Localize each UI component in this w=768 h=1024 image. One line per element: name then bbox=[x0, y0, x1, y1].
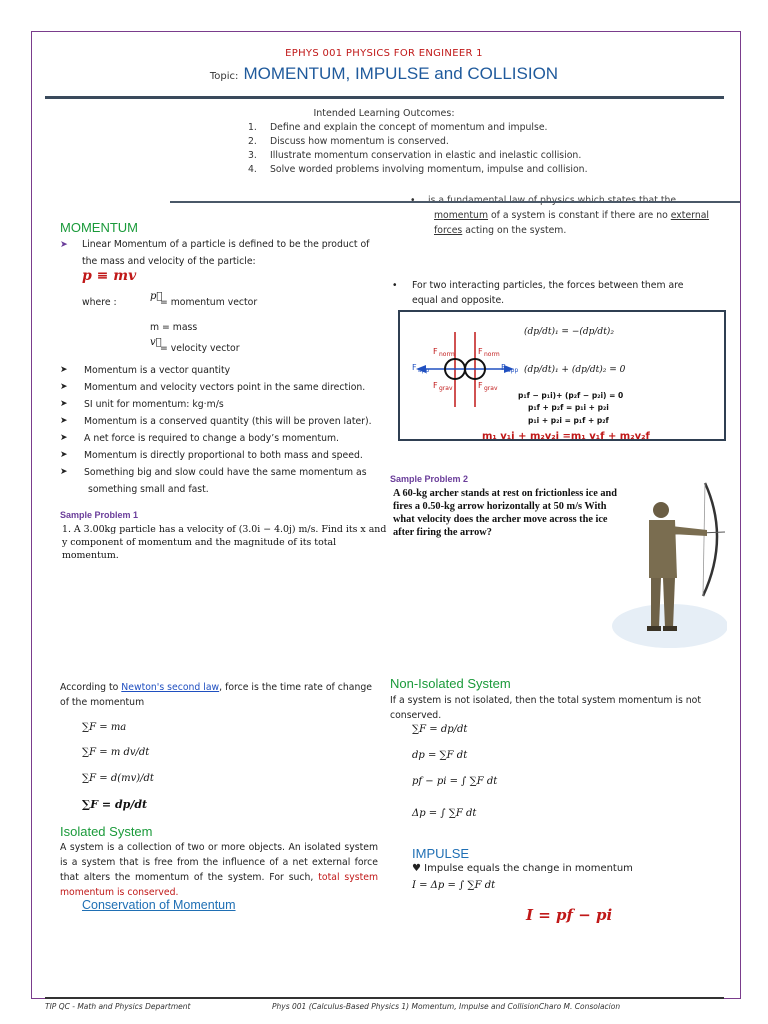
list-item: 2. Discuss how momentum is conserved. bbox=[248, 136, 449, 147]
newton-second-law-link[interactable]: Newton's second law bbox=[121, 682, 220, 693]
impulse-formula-1: I = Δp = ∫ ∑F dt bbox=[412, 880, 496, 891]
equation-1: (dp/dt)₁ = −(dp/dt)₂ bbox=[524, 327, 614, 337]
topic-label: Topic: bbox=[209, 71, 239, 82]
list-item: something small and fast. bbox=[88, 484, 209, 495]
newton-formula-2: ∑F = m dv/dt bbox=[82, 747, 150, 758]
non-isolated-formula-2: dp = ∑F dt bbox=[412, 750, 468, 761]
non-isolated-formula-4: Δp = ∫ ∑F dt bbox=[412, 808, 477, 819]
list-item: ➤ Momentum is directly proportional to both mass and speed. bbox=[60, 450, 363, 461]
list-item: ➤ Momentum and velocity vectors point in the same direction. bbox=[60, 382, 366, 393]
list-item: ➤ Momentum is a conserved quantity (this will be proven later). bbox=[60, 416, 372, 427]
list-item: 1. Define and explain the concept of momentum and impulse. bbox=[248, 122, 548, 133]
f-app-label-2: F bbox=[501, 363, 506, 372]
svg-text:grav: grav bbox=[484, 385, 498, 392]
momentum-bullets bbox=[60, 362, 380, 498]
svg-text:grav: grav bbox=[439, 385, 453, 392]
outcomes-title: Intended Learning Outcomes: bbox=[313, 108, 455, 119]
outcomes-list bbox=[248, 121, 668, 177]
f-grav-label-2: F bbox=[478, 381, 483, 390]
momentum-heading: MOMENTUM bbox=[60, 220, 138, 235]
where-label: where : bbox=[82, 297, 117, 308]
list-item: 4. Solve worded problems involving momentum, impulse and collision. bbox=[248, 164, 588, 175]
topic-title: MOMENTUM, IMPULSE and COLLISION bbox=[243, 64, 559, 83]
archer-illustration bbox=[605, 478, 727, 653]
non-isolated-heading: Non-Isolated System bbox=[390, 676, 511, 691]
momentum-definition: ➤ Linear Momentum of a particle is defined to be the product of the mass and velocity of the particle: bbox=[60, 239, 370, 267]
isolated-system-text: A system is a collection of two or more objects. An isolated system is a system that is free from the influence of a net external force that alters the momentum of the system. For such, total system momentum is conserved. bbox=[60, 842, 379, 898]
momentum-formula: p ≡ mv bbox=[82, 268, 137, 284]
impulse-text: ♥ Impulse equals the change in momentum bbox=[412, 863, 633, 874]
footer-divider bbox=[45, 997, 724, 999]
svg-text:app: app bbox=[507, 367, 519, 374]
course-title: EPHYS 001 PHYSICS FOR ENGINEER 1 bbox=[285, 48, 483, 59]
newton-text: According to Newton's second law, force is the time rate of change of the momentum bbox=[60, 682, 372, 708]
sample-problem-1-title: Sample Problem 1 bbox=[60, 510, 139, 520]
newton-formula-3: ∑F = d(mv)/dt bbox=[82, 773, 154, 784]
f-grav-label-1: F bbox=[433, 381, 438, 390]
p-vector-symbol: p⃗ bbox=[150, 291, 163, 302]
f-norm-label-1: F bbox=[433, 347, 438, 356]
equation-6: m₁ v₁i + m₂v₂i =m₁ v₁f + m₂v₂f bbox=[482, 431, 650, 439]
v-description: = velocity vector bbox=[160, 343, 240, 354]
equation-4: p₁f + p₂f = p₁i + p₂i bbox=[528, 403, 609, 412]
newton-formula-1: ∑F = ma bbox=[82, 722, 127, 733]
sample-problem-1-text: 1. A 3.00kg particle has a velocity of (3.0i − 4.0j) m/s. Find its x and y component of momentum and the magnitude of its total momentum. bbox=[62, 524, 387, 561]
equation-3: p₁f − p₁i)+ (p₂f − p₂i) = 0 bbox=[518, 391, 624, 400]
non-isolated-text: If a system is not isolated, then the total system momentum is not conserved. bbox=[390, 695, 701, 721]
strike-line bbox=[170, 201, 740, 203]
m-description: m = mass bbox=[150, 322, 198, 333]
list-item: 3. Illustrate momentum conservation in elastic and inelastic collision. bbox=[248, 150, 582, 161]
newton-formula-4: ∑F = dp/dt bbox=[82, 798, 148, 811]
non-isolated-formula-3: pf − pi = ∫ ∑F dt bbox=[412, 776, 498, 787]
svg-text:norm: norm bbox=[484, 351, 500, 358]
impulse-heading: IMPULSE bbox=[412, 846, 470, 861]
v-vector-symbol: v⃗ bbox=[150, 337, 162, 348]
sample-problem-2-title: Sample Problem 2 bbox=[390, 474, 469, 484]
svg-text:app: app bbox=[418, 367, 430, 374]
conservation-law-text: momentum of a system is constant if there are no external forces acting on the system. bbox=[434, 210, 710, 236]
topic-heading bbox=[0, 64, 768, 84]
collision-diagram bbox=[400, 312, 724, 439]
conservation-of-momentum-heading: Conservation of Momentum bbox=[82, 898, 236, 912]
equation-2: (dp/dt)₁ + (dp/dt)₂ = 0 bbox=[524, 365, 626, 375]
f-app-label-1: F bbox=[412, 363, 417, 372]
header-divider bbox=[45, 96, 724, 99]
footer-left: TIP QC - Math and Physics Department bbox=[45, 1002, 191, 1011]
list-item: ➤ Something big and slow could have the same momentum as bbox=[60, 467, 367, 478]
collision-diagram-box bbox=[398, 310, 726, 441]
list-item: ➤ Momentum is a vector quantity bbox=[60, 365, 231, 376]
f-norm-label-2: F bbox=[478, 347, 483, 356]
p-description: = momentum vector bbox=[160, 297, 258, 308]
sample-problem-2-text: A 60-kg archer stands at rest on frictionless ice and fires a 0.50-kg arrow horizontally at 50 m/s With what velocity does the archer move across the ice after firing the arrow? bbox=[393, 488, 617, 538]
list-item: ➤ SI unit for momentum: kg·m/s bbox=[60, 399, 224, 410]
impulse-formula-2: I = pf − pi bbox=[526, 906, 613, 924]
equation-5: p₁i + p₂i = p₁f + p₂f bbox=[528, 416, 609, 425]
list-item: ➤ A net force is required to change a body’s momentum. bbox=[60, 433, 340, 444]
isolated-system-heading: Isolated System bbox=[60, 824, 153, 839]
footer-right: Phys 001 (Calculus-Based Physics 1) Momentum, Impulse and CollisionCharo M. Consolacion bbox=[272, 1002, 621, 1011]
non-isolated-formula-1: ∑F = dp/dt bbox=[412, 724, 468, 735]
interacting-particles-text: • For two interacting particles, the forces between them are equal and opposite. bbox=[392, 280, 684, 306]
svg-text:norm: norm bbox=[439, 351, 455, 358]
